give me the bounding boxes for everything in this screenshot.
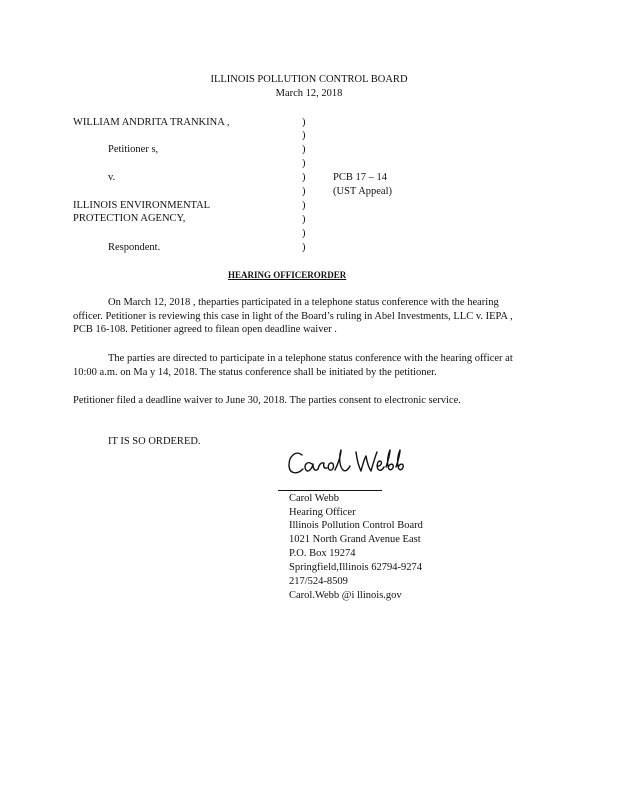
- caption-parenthesis: ): [302, 200, 306, 211]
- paragraph-directive: The parties are directed to participate in a telephone status conference with the hearing officer at 10:00 a.m. on Ma y 14, 2018. The status conference shall be initiated by the petitioner.: [73, 353, 513, 378]
- caption-parenthesis: ): [302, 242, 306, 253]
- signer-po-box: P.O. Box 19274: [289, 548, 356, 559]
- order-title: HEARING OFFICERORDER: [228, 270, 347, 280]
- signer-name: Carol Webb: [289, 493, 339, 504]
- signer-email: Carol.Webb @i llinois.gov: [289, 590, 402, 601]
- respondent-name-line2: PROTECTION AGENCY,: [73, 213, 186, 224]
- signer-title: Hearing Officer: [289, 507, 356, 518]
- agency-title: ILLINOIS POLLUTION CONTROL BOARD: [210, 74, 408, 85]
- respondent-role: Respondent.: [108, 242, 161, 253]
- caption-parenthesis: ): [302, 228, 306, 239]
- petitioner-name: WILLIAM ANDRITA TRANKINA ,: [73, 117, 230, 128]
- paragraph-waiver: Petitioner filed a deadline waiver to June 30, 2018. The parties consent to electronic service.: [73, 395, 461, 406]
- signature-image: [286, 444, 414, 480]
- caption-parenthesis: ): [302, 172, 306, 183]
- signer-city: Springfield,Illinois 62794-9274: [289, 562, 422, 573]
- caption-parenthesis: ): [302, 158, 306, 169]
- respondent-name-line1: ILLINOIS ENVIRONMENTAL: [73, 200, 211, 211]
- case-type: (UST Appeal): [333, 186, 393, 197]
- versus-label: v.: [108, 172, 116, 183]
- signer-phone: 217/524-8509: [289, 576, 348, 587]
- caption-parenthesis: ): [302, 214, 306, 225]
- caption-parenthesis: ): [302, 117, 306, 128]
- order-date: March 12, 2018: [275, 88, 343, 99]
- caption-parenthesis: ): [302, 144, 306, 155]
- petitioner-role: Petitioner s,: [108, 144, 159, 155]
- caption-parenthesis: ): [302, 186, 306, 197]
- signature-line: [278, 490, 382, 491]
- signer-agency: Illinois Pollution Control Board: [289, 520, 423, 531]
- signer-street: 1021 North Grand Avenue East: [289, 534, 421, 545]
- ordered-statement: IT IS SO ORDERED.: [108, 436, 201, 447]
- case-number: PCB 17 – 14: [333, 172, 387, 183]
- paragraph-conference: On March 12, 2018 , theparties participated in a telephone status conference with the hearing officer. Petitioner is reviewing this case in light of the Board’s ruling in Abel Investments, LLC v. IEPA , PCB 16-108. Petitioner agreed to filean open deadline waiver .: [73, 297, 513, 335]
- caption-parenthesis: ): [302, 130, 306, 141]
